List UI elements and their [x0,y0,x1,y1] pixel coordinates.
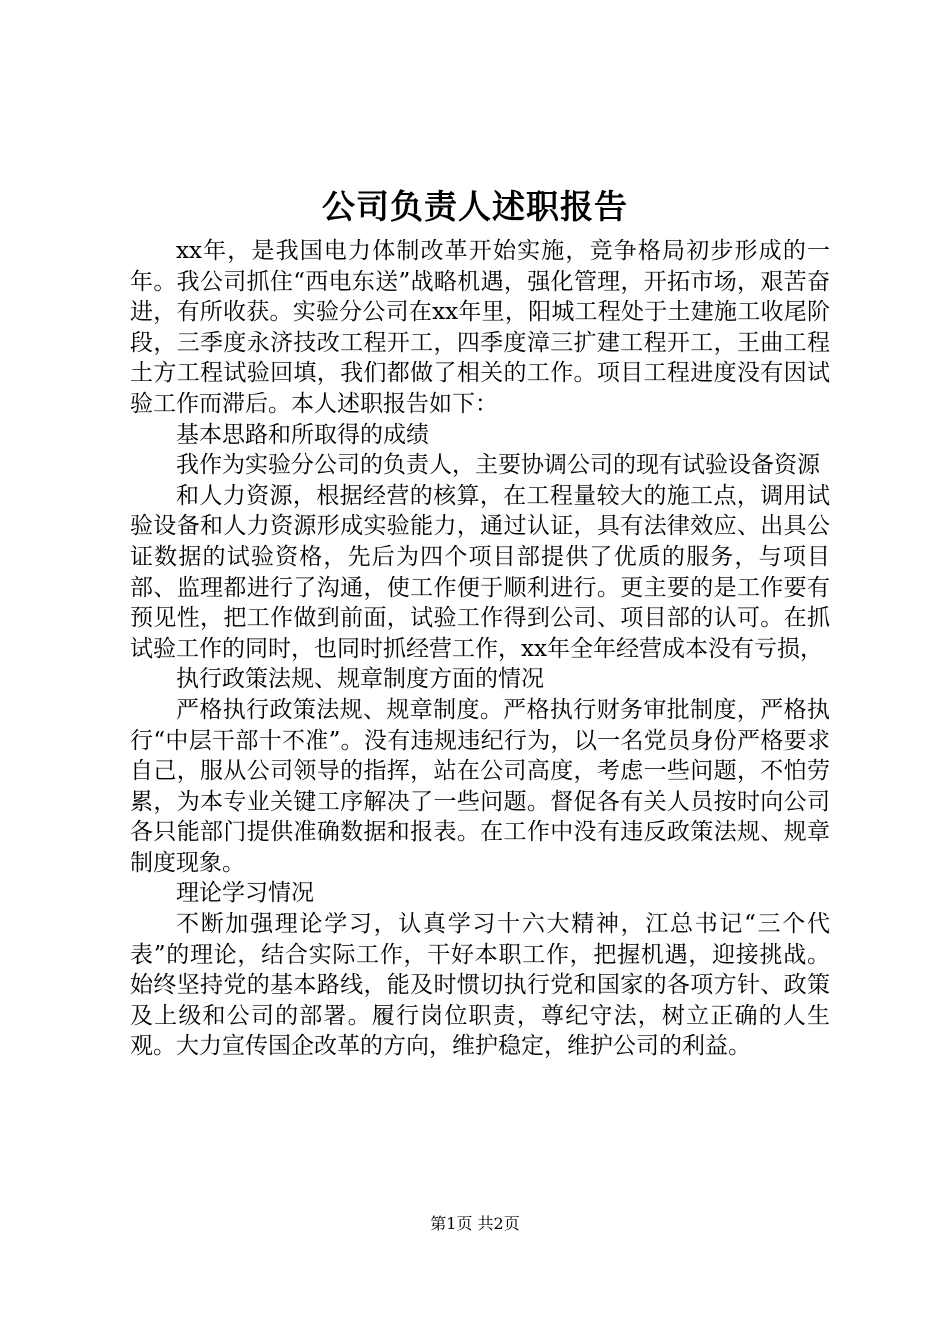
paragraph-theory: 不断加强理论学习，认真学习十六大精神，江总书记“三个代表”的理论，结合实际工作，干好本职工作，把握机遇，迎接挑战。始终坚持党的基本路线，能及时惯切执行党和国家的各项方针、政策及上级和公司的部署。履行岗位职责，尊纪守法，树立正确的人生观。大力宣传国企改革的方向，维护稳定，维护公司的利益。 [130,911,830,1060]
document-body [130,236,830,1062]
section-heading-theory: 理论学习情况 [176,880,314,907]
paragraph-responsibility: 我作为实验分公司的负责人，主要协调公司的现有试验设备资源 [176,452,820,479]
section-heading-policy: 执行政策法规、规章制度方面的情况 [176,666,544,693]
paragraph-human-resources: 和人力资源，根据经营的核算，在工程量较大的施工点，调用试验设备和人力资源形成实验能力，通过认证，具有法律效应、出具公证数据的试验资格，先后为四个项目部提供了优质的服务，与项目部、监理都进行了沟通，使工作便于顺利进行。更主要的是工作要有预见性，把工作做到前面，试验工作得到公司、项目部的认可。在抓试验工作的同时，也同时抓经营工作，xx年全年经营成本没有亏损， [130,482,830,662]
paragraph-policy: 严格执行政策法规、规章制度。严格执行财务审批制度，严格执行“中层干部十不准”。没有违规违纪行为，以一名党员身份严格要求自己，服从公司领导的指挥，站在公司高度，考虑一些问题，不怕劳累，为本专业关键工序解决了一些问题。督促各有关人员按时向公司各只能部门提供准确数据和报表。在工作中没有违反政策法规、规章制度现象。 [130,696,830,876]
page-number-footer: 第1页 共2页 [430,1214,520,1233]
document-title: 公司负责人述职报告 [322,187,628,226]
paragraph-intro: xx年，是我国电力体制改革开始实施，竞争格局初步形成的一年。我公司抓住“西电东送”战略机遇，强化管理，开拓市场，艰苦奋进，有所收获。实验分公司在xx年里，阳城工程处于土建施工收尾阶段，三季度永济技改工程开工，四季度漳三扩建工程开工，王曲工程土方工程试验回填，我们都做了相关的工作。项目工程进度没有因试验工作而滞后。本人述职报告如下： [130,238,830,417]
section-heading-achievements: 基本思路和所取得的成绩 [176,421,429,448]
